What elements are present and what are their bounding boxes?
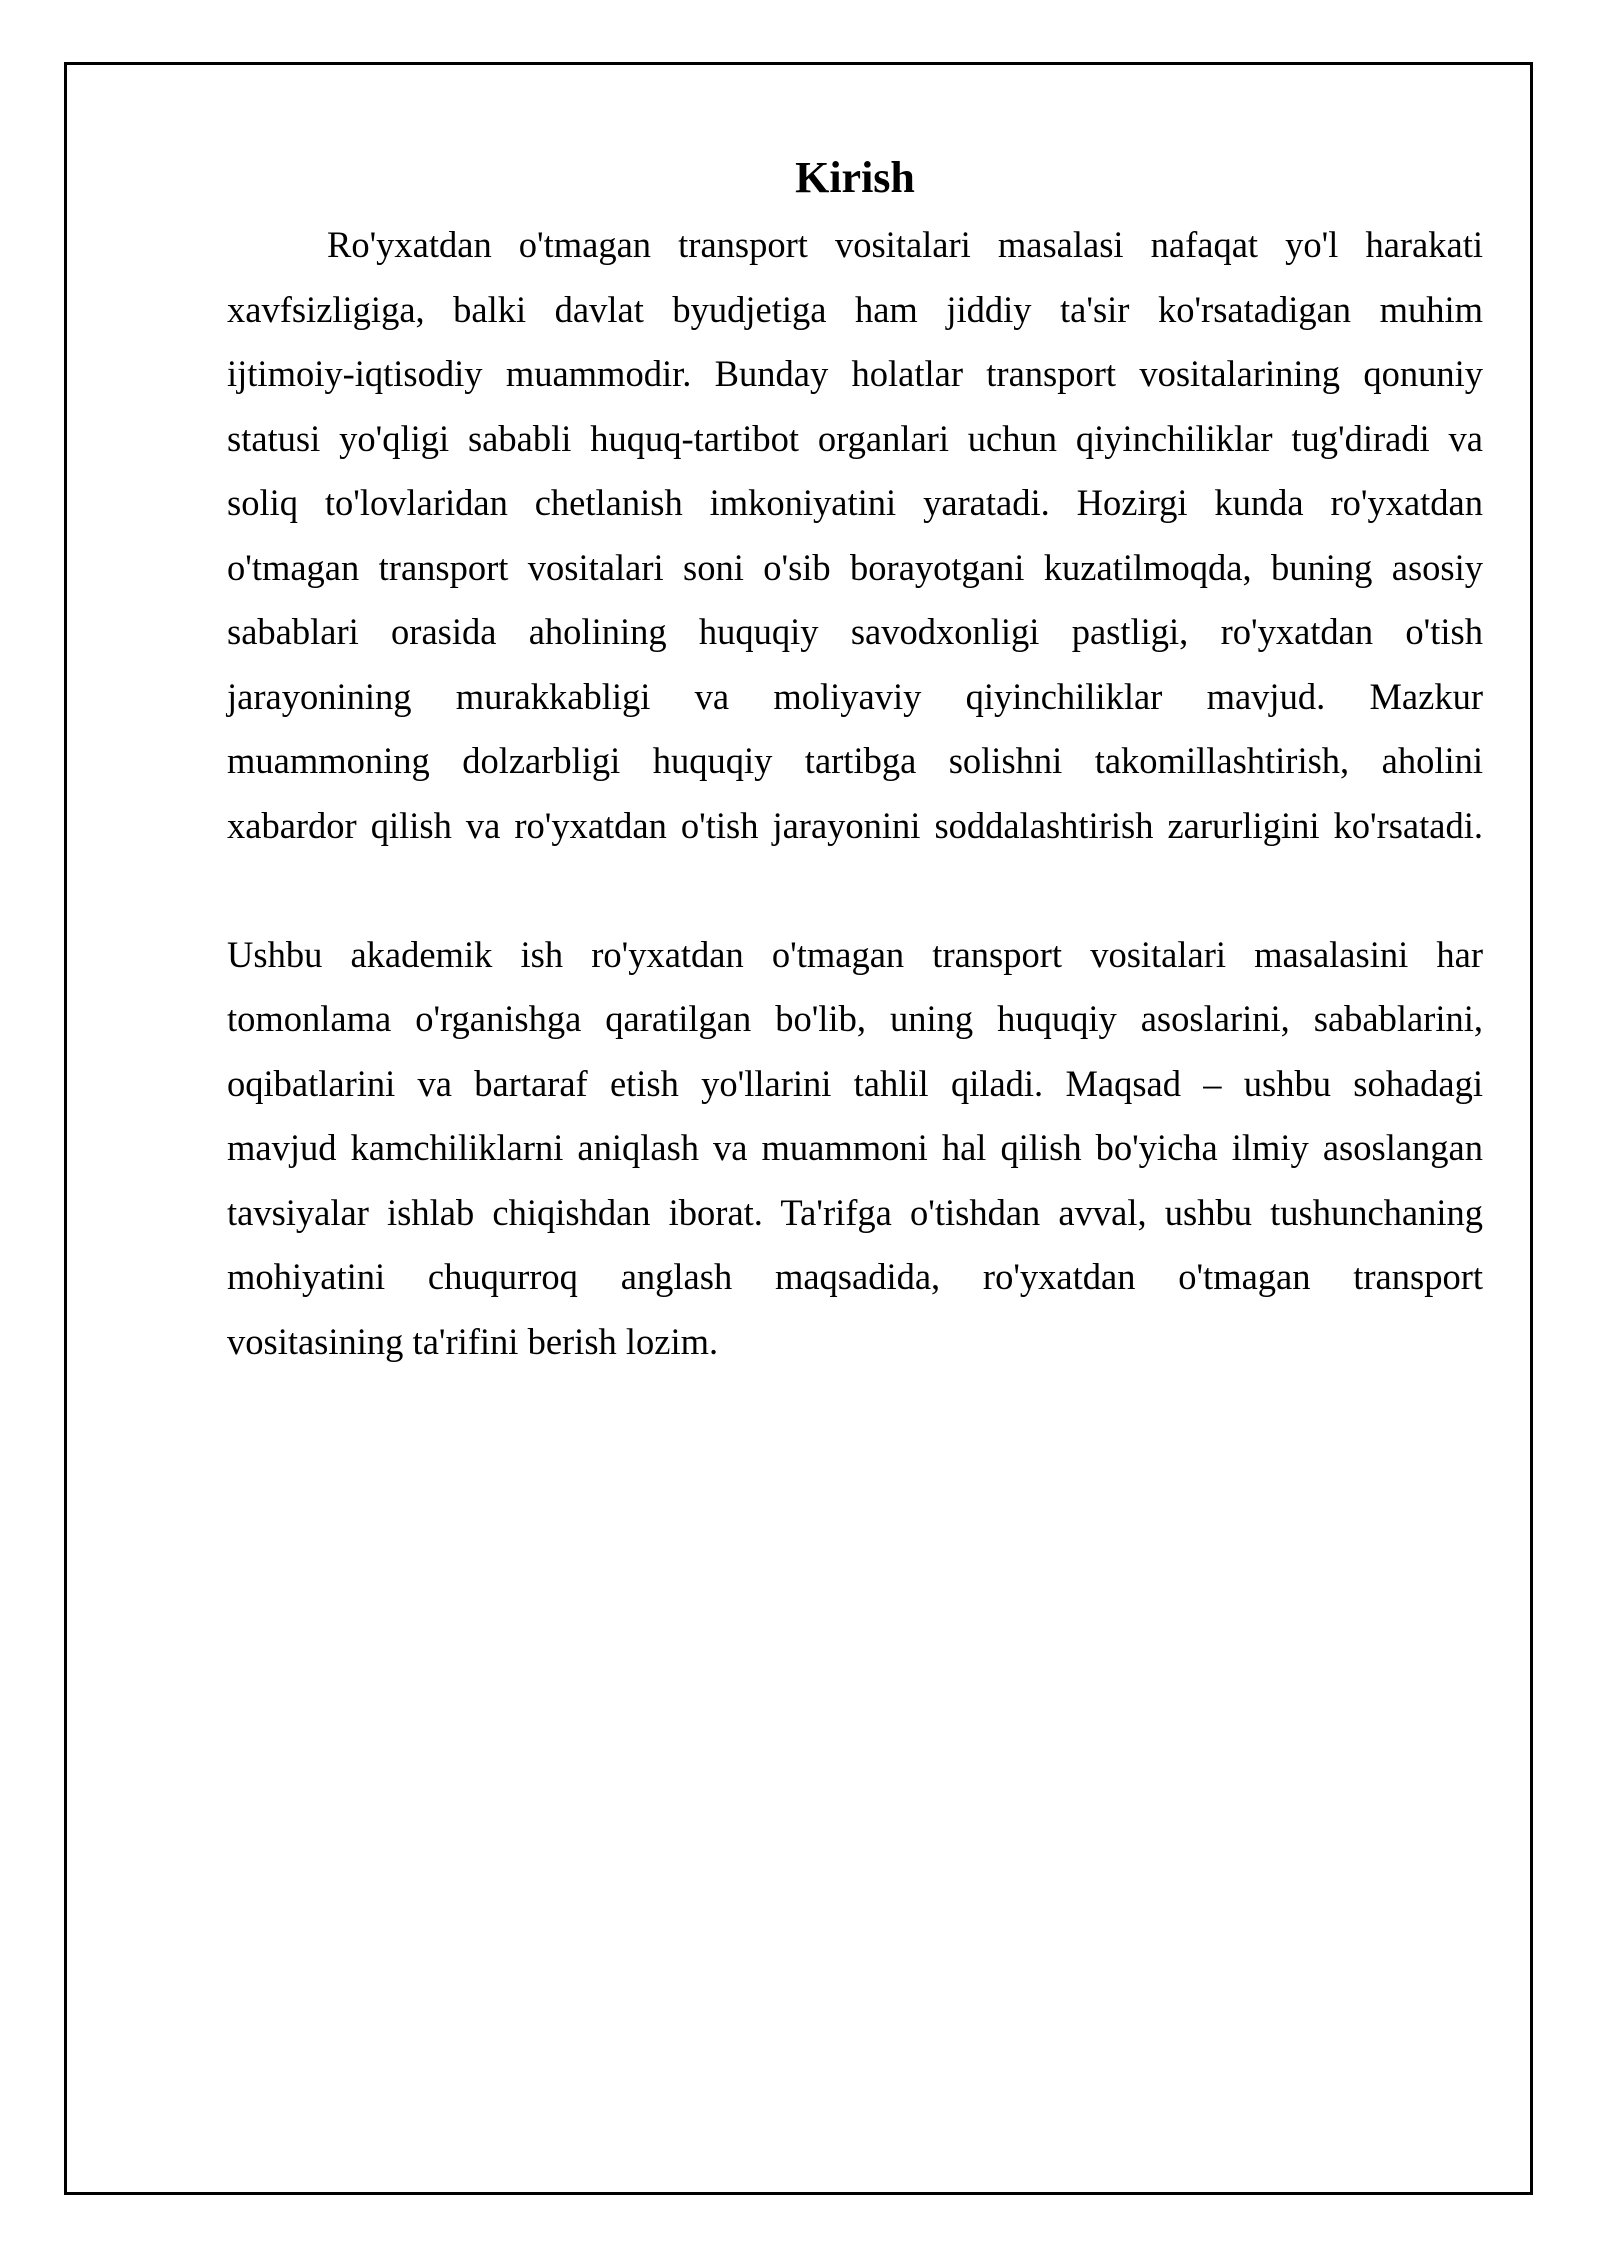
paragraph-line: mohiyatini chuqurroq anglash maqsadida, ro'yxatdan o'tmagan transport: [227, 1256, 1483, 1297]
paragraph-line: xabardor qilish va ro'yxatdan o'tish jarayonini soddalashtirish zarurligini ko'rsatadi.: [227, 804, 1483, 846]
paragraph-body: [227, 923, 1483, 1375]
paragraph-gap: [227, 858, 1483, 923]
paragraph-line: o'tmagan transport vositalari soni o'sib borayotgani kuzatilmoqda, buning asosiy: [227, 546, 1483, 588]
paragraph-line: xavfsizligiga, balki davlat byudjetiga ham jiddiy ta'sir ko'rsatadigan muhim: [227, 288, 1483, 330]
paragraph-line: mavjud kamchiliklarni aniqlash va muammoni hal qilish bo'yicha ilmiy asoslangan: [227, 1127, 1483, 1168]
paragraph-line: statusi yo'qligi sababli huquq-tartibot organlari uchun qiyinchiliklar tug'diradi va: [227, 417, 1483, 459]
document-content: [227, 143, 1483, 1374]
paragraph-intro: [227, 213, 1483, 858]
paragraph-line: soliq to'lovlaridan chetlanish imkoniyatini yaratadi. Hozirgi kunda ro'yxatdan: [227, 482, 1483, 523]
paragraph-line: sabablari orasida aholining huquqiy savodxonligi pastligi, ro'yxatdan o'tish: [227, 611, 1483, 652]
paragraph-line: vositasining ta'rifini berish lozim.: [227, 1320, 719, 1362]
paragraph-line: Ushbu akademik ish ro'yxatdan o'tmagan transport vositalari masalasini har: [227, 933, 1483, 975]
paragraph-line: oqibatlarini va bartaraf etish yo'llarini tahlil qiladi. Maqsad – ushbu sohadagi: [227, 1062, 1483, 1104]
paragraph-line: jarayonining murakkabligi va moliyaviy qiyinchiliklar mavjud. Mazkur: [227, 675, 1483, 717]
paragraph-line: ijtimoiy-iqtisodiy muammodir. Bunday holatlar transport vositalarining qonuniy: [227, 353, 1483, 394]
paragraph-line: tomonlama o'rganishga qaratilgan bo'lib, uning huquqiy asoslarini, sabablarini,: [227, 998, 1483, 1039]
paragraph-line: Ro'yxatdan o'tmagan transport vositalari masalasi nafaqat yo'l harakati: [327, 224, 1483, 265]
paragraph-line: muammoning dolzarbligi huquqiy tartibga solishni takomillashtirish, aholini: [227, 740, 1483, 781]
paragraph-line: tavsiyalar ishlab chiqishdan iborat. Ta'rifga o'tishdan avval, ushbu tushunchaning: [227, 1191, 1483, 1233]
section-title: Kirish: [795, 153, 915, 202]
page-border-frame: [64, 62, 1533, 2195]
